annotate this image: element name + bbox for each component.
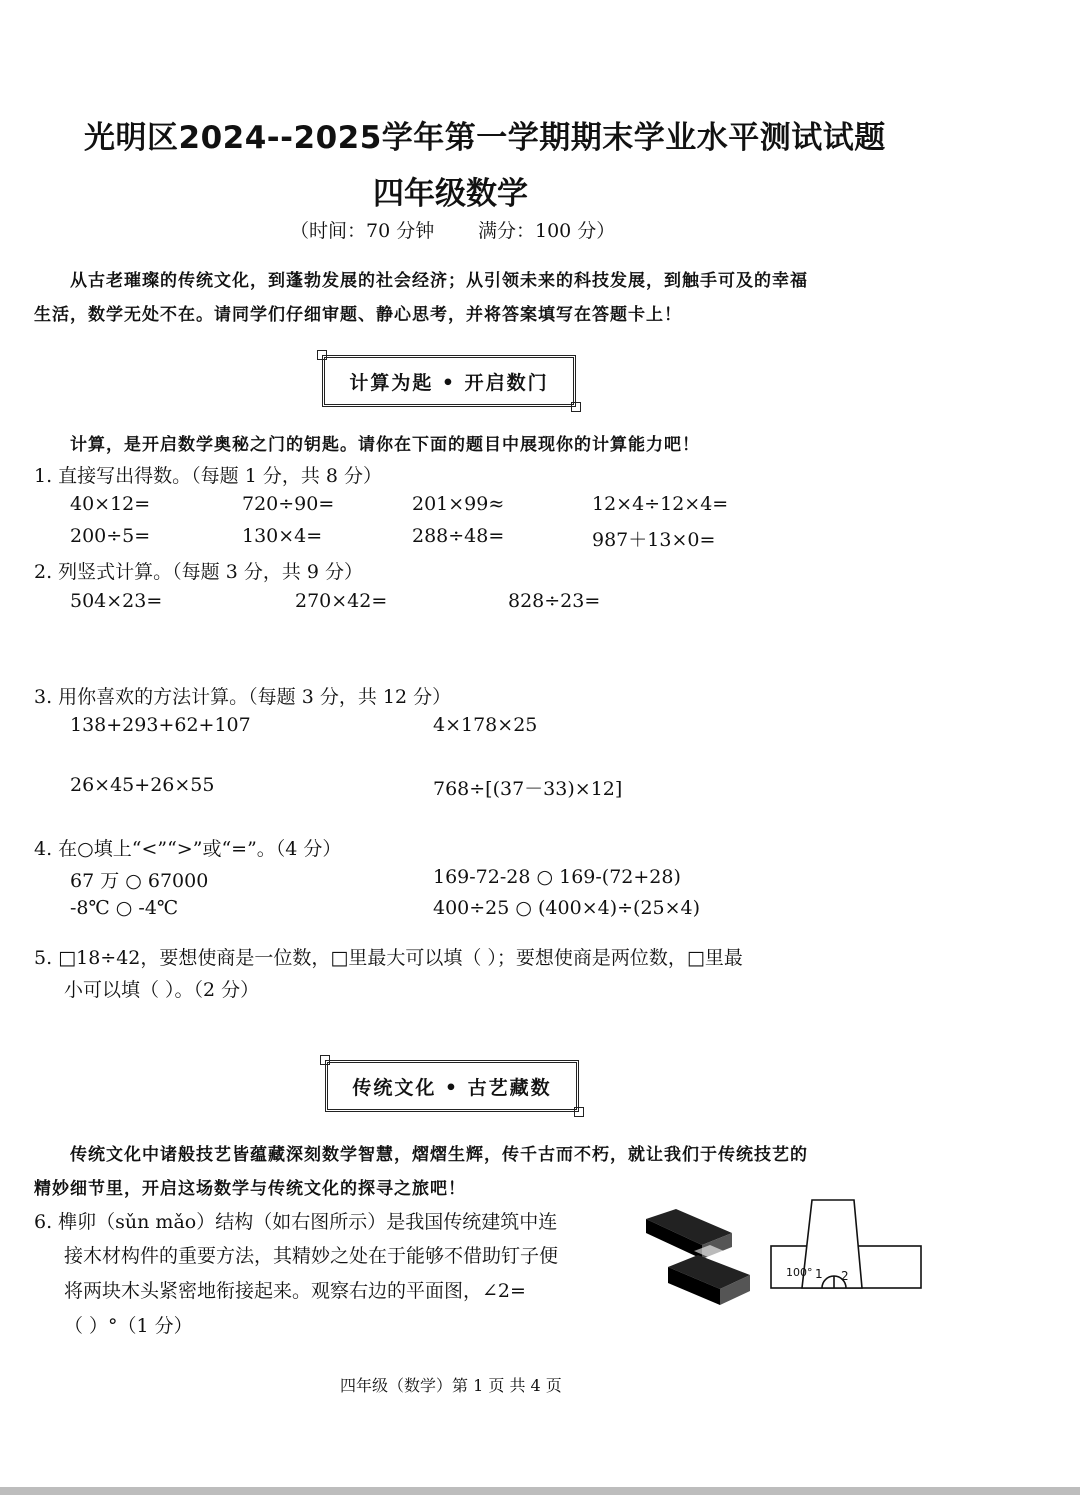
q4-item: 67 万 ○ 67000 <box>70 870 209 892</box>
q5-line-1: 5. □18÷42，要想使商是一位数，□里最大可以填（ ）；要想使商是两位数，□里最 <box>34 947 743 969</box>
q3-item: 138+293+62+107 <box>70 714 251 736</box>
q1-item: 201×99≈ <box>412 493 505 515</box>
intro-line-2: 生活，数学无处不在。请同学们仔细审题、静心思考，并将答案填写在答题卡上！ <box>34 305 682 325</box>
q1-item: 130×4= <box>242 525 323 547</box>
q2-item: 828÷23= <box>508 590 601 612</box>
q6-line-2: 接木材构件的重要方法，其精妙之处在于能够不借助钉子便 <box>64 1245 559 1267</box>
q1-item: 720÷90= <box>242 493 335 515</box>
intro-line-1: 从古老璀璨的传统文化，到蓬勃发展的社会经济；从引领未来的科技发展，到触手可及的幸福 <box>70 271 808 291</box>
angle-mark-2: 2 <box>841 1269 849 1283</box>
q2-label: 2. 列竖式计算。（每题 3 分，共 9 分） <box>34 561 364 583</box>
section-2-desc-2: 精妙细节里，开启这场数学与传统文化的探寻之旅吧！ <box>34 1179 466 1199</box>
q6-line-4: （ ）°（1 分） <box>64 1315 193 1337</box>
section-2-title: 传统文化 • 古艺藏数 <box>325 1060 579 1112</box>
q4-item: 400÷25 ○ (400×4)÷(25×4) <box>433 897 701 919</box>
q3-item: 768÷[(37－33)×12] <box>433 778 623 800</box>
exam-title: 光明区2024--2025学年第一学期期末学业水平测试试题 <box>84 120 886 156</box>
q1-item: 288÷48= <box>412 525 505 547</box>
q2-item: 504×23= <box>70 590 163 612</box>
q6-line-3: 将两块木头紧密地衔接起来。观察右边的平面图，∠2= <box>64 1280 526 1302</box>
angle-label-100: 100° <box>786 1266 813 1279</box>
q4-item: -8℃ ○ -4℃ <box>70 897 179 919</box>
exam-score: 满分：100 分） <box>478 220 616 242</box>
q1-item: 987＋13×0= <box>592 529 716 551</box>
q1-item: 12×4÷12×4= <box>592 493 729 515</box>
section-1-title: 计算为匙 • 开启数门 <box>322 355 576 407</box>
exam-subtitle: 四年级数学 <box>373 176 528 212</box>
exam-time: （时间：70 分钟 <box>290 220 435 242</box>
section-1-desc: 计算，是开启数学奥秘之门的钥匙。请你在下面的题目中展现你的计算能力吧！ <box>70 435 700 455</box>
q4-item: 169-72-28 ○ 169-(72+28) <box>433 866 681 888</box>
q3-item: 26×45+26×55 <box>70 774 215 796</box>
q6-line-1: 6. 榫卯（sǔn mǎo）结构（如右图所示）是我国传统建筑中连 <box>34 1211 558 1233</box>
q4-label: 4. 在○填上“<”“>”或“=”。（4 分） <box>34 838 342 860</box>
q1-label: 1. 直接写出得数。（每题 1 分，共 8 分） <box>34 465 383 487</box>
q3-label: 3. 用你喜欢的方法计算。（每题 3 分，共 12 分） <box>34 686 452 708</box>
q3-item: 4×178×25 <box>433 714 538 736</box>
q5-line-2: 小可以填（ ）。（2 分） <box>64 979 260 1001</box>
scan-bottom-edge <box>0 1487 1080 1495</box>
page-footer: 四年级（数学）第 1 页 共 4 页 <box>340 1376 562 1395</box>
q1-item: 200÷5= <box>70 525 151 547</box>
section-2-desc-1: 传统文化中诸般技艺皆蕴藏深刻数学智慧，熠熠生辉，传千古而不朽，就让我们于传统技艺的 <box>70 1145 808 1165</box>
q2-item: 270×42= <box>295 590 388 612</box>
angle-mark-1: 1 <box>815 1267 823 1281</box>
mortise-tenon-blocks-figure <box>640 1205 755 1310</box>
q1-item: 40×12= <box>70 493 151 515</box>
joint-plane-diagram <box>768 1196 924 1292</box>
